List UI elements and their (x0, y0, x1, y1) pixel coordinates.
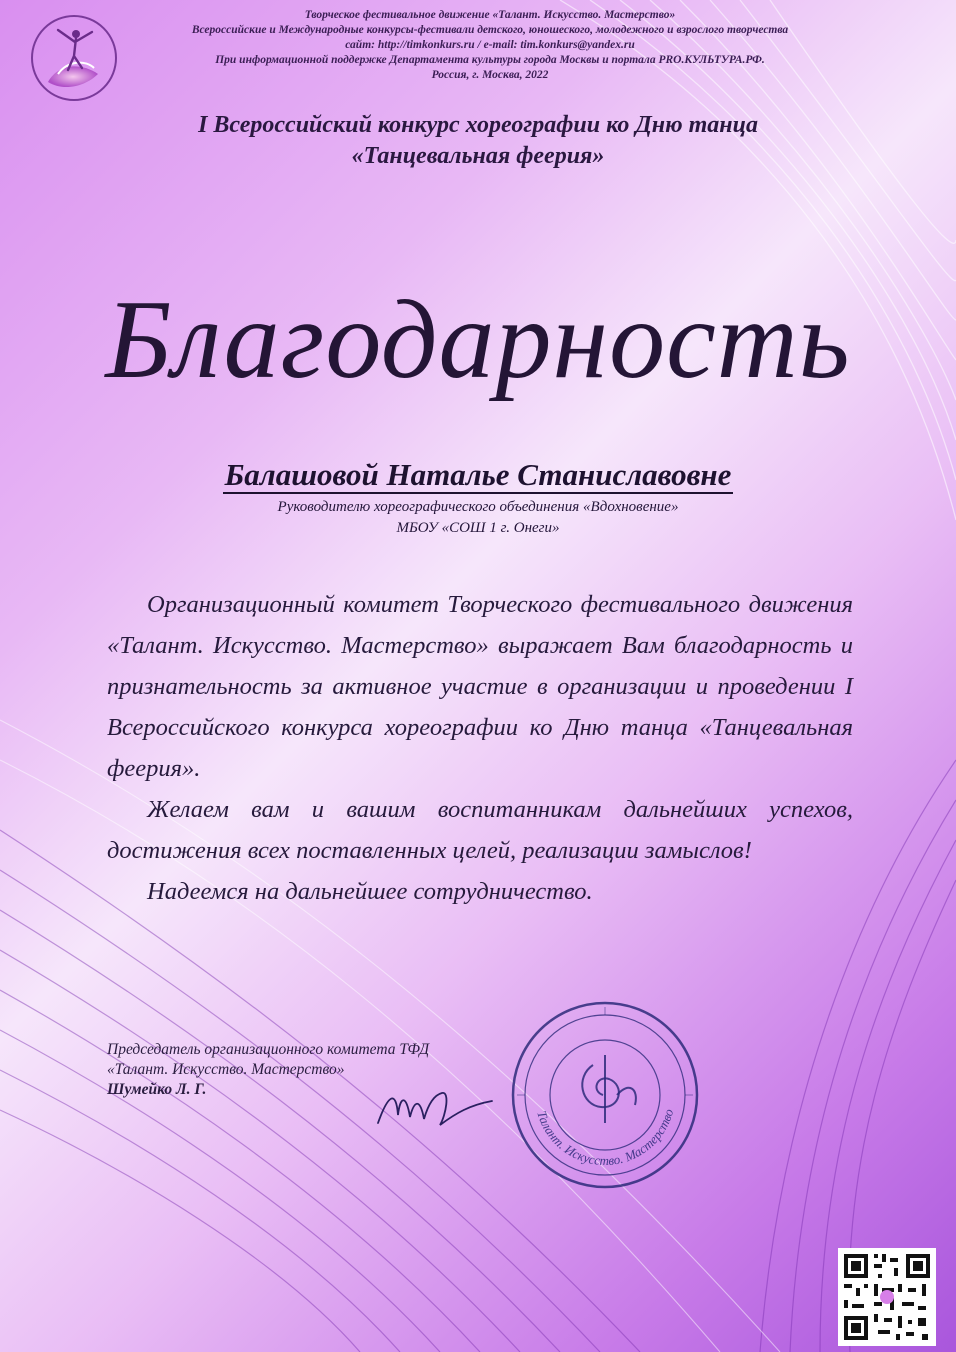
signer-position-line-2: «Талант. Искусство. Мастерство» (107, 1061, 345, 1078)
organizer-header (80, 8, 900, 83)
recipient-name (100, 455, 856, 495)
seal-text: Талант. Искусство. Мастерство (534, 1107, 677, 1169)
recipient-name-text: Балашовой Наталье Станиславовне (224, 457, 732, 492)
qr-code-icon (838, 1248, 936, 1346)
contest-title-line-1: I Всероссийский конкурс хореографии ко Дню танца (198, 112, 758, 138)
header-line-4: При информационной поддержке Департамента культуры города Москвы и портала PRO.КУЛЬТУРА.РФ. (215, 54, 765, 66)
body-paragraph-3: Надеемся на дальнейшее сотрудничество. (147, 878, 593, 905)
recipient-role-line-2: МБОУ «СОШ 1 г. Онеги» (396, 520, 560, 536)
header-line-1: Творческое фестивальное движение «Талант. Искусство. Мастерство» (304, 9, 676, 21)
header-line-5: Россия, г. Москва, 2022 (431, 69, 549, 81)
signer-name: Шумейко Л. Г. (107, 1081, 207, 1098)
header-line-3: сайт: http://timkonkurs.ru / e-mail: tim.konkurs@yandex.ru (345, 39, 635, 51)
recipient-role (100, 497, 856, 539)
contest-title-line-2: «Танцевальная феерия» (351, 143, 605, 169)
signer-position-line-1: Председатель организационного комитета ТФД (107, 1041, 430, 1058)
body-paragraph-2: Желаем вам и вашим воспитанникам дальнейших успехов, достижения всех поставленных целей, реализации замыслов! (107, 796, 853, 864)
recipient-role-line-1: Руководителю хореографического объединения «Вдохновение» (277, 499, 679, 515)
header-line-2: Всероссийские и Международные конкурсы-фестивали детского, юношеского, молодежного и взрослого творчества (191, 24, 789, 36)
letter-body (107, 584, 853, 912)
body-paragraph-1: Организационный комитет Творческого фестивального движения «Талант. Искусство. Мастерство» выражает Вам благодарность и признательность за активное участие в организации и проведении I Всероссийского конкурса хореографии ко Дню танца «Танцевальная феерия». (107, 591, 853, 782)
handwritten-signature-icon (370, 1075, 500, 1135)
stamp-seal-icon (505, 995, 705, 1195)
contest-title (60, 110, 896, 172)
document-title: Благодарность (105, 278, 851, 402)
